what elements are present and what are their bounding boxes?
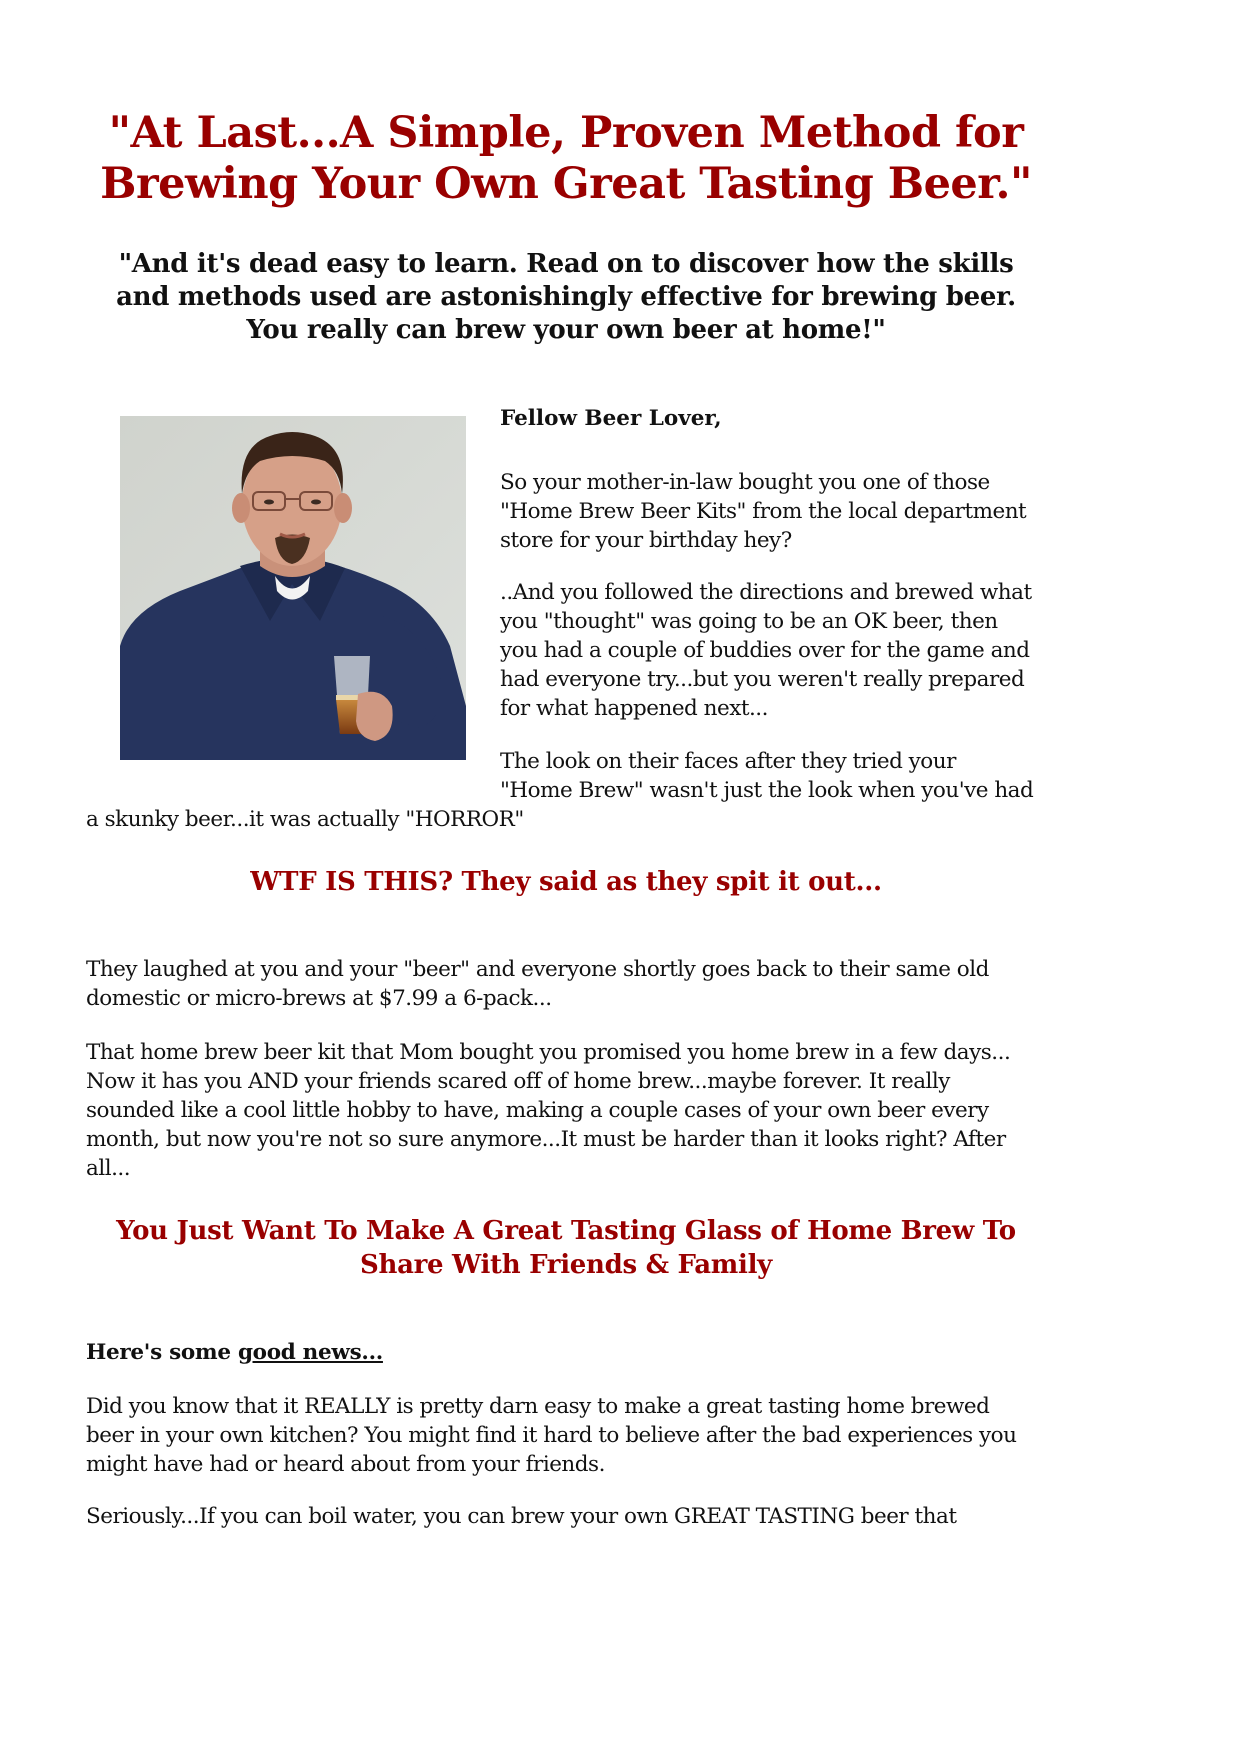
text-line: Now it has you AND your friends scared off of home brew...maybe forever. It really — [86, 1069, 950, 1094]
text-line: store for your birthday hey? — [500, 528, 792, 553]
heading-line: Share With Friends & Family — [360, 1250, 772, 1280]
text-line: all... — [86, 1156, 131, 1181]
paragraph-did-you-know — [86, 1392, 1066, 1479]
text-line: for what happened next... — [500, 696, 768, 721]
text-line: So your mother-in-law bought you one of those — [500, 470, 990, 495]
text-line: you had a couple of buddies over for the game and — [500, 638, 1030, 663]
text-line: month, but now you're not so sure anymore...It must be harder than it looks right? After — [86, 1127, 1006, 1152]
good-news-prefix: Here's some — [86, 1340, 238, 1365]
text-line: had everyone try...but you weren't really prepared — [500, 667, 1025, 692]
text-line: The look on their faces after they tried your — [500, 749, 956, 774]
text-line: might have had or heard about from your friends. — [86, 1452, 605, 1477]
paragraph-followed-directions — [500, 578, 1060, 723]
text-line: Seriously...If you can boil water, you can brew your own GREAT TASTING beer that — [86, 1504, 957, 1529]
share-heading — [86, 1214, 1046, 1282]
good-news-lead — [86, 1338, 383, 1367]
paragraph-faces — [500, 747, 1060, 805]
subheadline-line: You really can brew your own beer at home!" — [246, 315, 886, 345]
main-headline — [86, 108, 1046, 210]
text-line: Did you know that it REALLY is pretty darn easy to make a great tasting home brewed — [86, 1394, 990, 1419]
text-line: They laughed at you and your "beer" and everyone shortly goes back to their same old — [86, 957, 989, 982]
text-line: "Home Brew" wasn't just the look when you've had — [500, 778, 1034, 803]
paragraph-beer-kit — [86, 1038, 1066, 1183]
text-line: domestic or micro-brews at $7.99 a 6-pack... — [86, 986, 552, 1011]
headline-line: Brewing Your Own Great Tasting Beer." — [100, 159, 1032, 209]
man-with-beer-illustration — [120, 416, 466, 760]
sub-headline — [86, 248, 1046, 347]
paragraph-seriously — [86, 1502, 1066, 1531]
text-line: ..And you followed the directions and brewed what — [500, 580, 1032, 605]
good-news-underlined: good news... — [237, 1340, 383, 1365]
headline-line: "At Last...A Simple, Proven Method for — [108, 108, 1024, 158]
text-line: beer in your own kitchen? You might find it hard to believe after the bad experiences you — [86, 1423, 1017, 1448]
wtf-heading: WTF IS THIS? They said as they spit it out... — [250, 867, 882, 897]
paragraph-laughed — [86, 955, 1066, 1013]
subheadline-line: "And it's dead easy to learn. Read on to discover how the skills — [118, 249, 1014, 279]
text-line: That home brew beer kit that Mom bought you promised you home brew in a few days... — [86, 1040, 1011, 1065]
paragraph-faces-continued — [86, 805, 1066, 834]
text-line: sounded like a cool little hobby to have, making a couple cases of your own beer every — [86, 1098, 989, 1123]
paragraph-intro — [500, 468, 1060, 555]
subheadline-line: and methods used are astonishingly effective for brewing beer. — [116, 282, 1016, 312]
text-line: a skunky beer...it was actually "HORROR" — [86, 807, 524, 832]
author-photo — [120, 416, 466, 760]
letter-greeting: Fellow Beer Lover, — [500, 406, 722, 431]
text-line: you "thought" was going to be an OK beer, then — [500, 609, 998, 634]
text-line: "Home Brew Beer Kits" from the local department — [500, 499, 1027, 524]
heading-line: You Just Want To Make A Great Tasting Glass of Home Brew To — [116, 1216, 1016, 1246]
